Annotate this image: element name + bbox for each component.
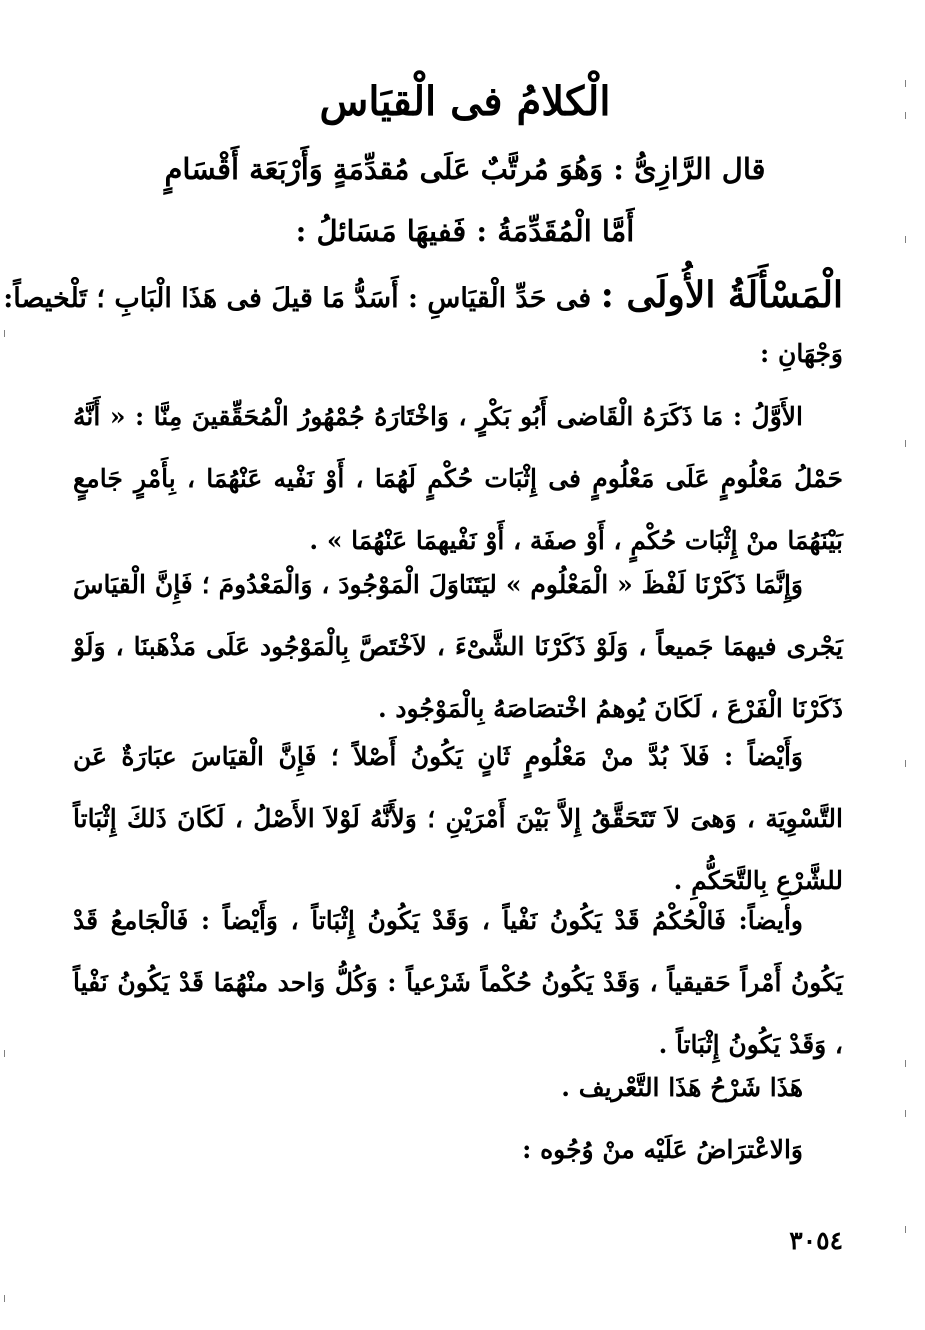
paragraph-known-term: وَإِنَّمَا ذَكَرْنَا لَفْظَ « الْمَعْلُوم » ليَتَنَاوَلَ الْمَوْجُودَ ، وَالْمَعْدُومَ ؛ فَإِنَّ الْقيَاسَ يَجْرى فيهمَا جَميعاً ، وَلَوْ ذَكَرْنَا الشَّىْءَ ، لاَخْتَصَّ بِالْمَوْجُود عَلَى مَذْهَبنَا ، وَلَوْ ذَكَرْنَا الْفَرْعَ ، لَكَانَ يُوهمُ اخْتصَاصَهُ بِالْمَوْجُود . (73, 570, 843, 723)
closing-explanation: هَذَا شَرْحُ هَذَا التَّعْريف . (561, 1073, 803, 1102)
paragraph-ruling: وأيضاً: فَالْحُكْمُ قَدْ يَكُونُ نَفْياً ، وَقَدْ يَكُونُ إِثْبَاتاً ، وَأَيْضاً : فَالْجَامعُ قَدْ يَكُونُ أَمْراً حَقيقياً ، وَقَدْ يَكُونُ حُكْماً شَرْعياً : وَكُلُّ وَاحد منْهُمَا قَدْ يَكُونُ نَفْياً ، وَقَدْ يَكُونُ إِثْبَاتاً . (73, 906, 843, 1059)
subtitle-introduction: أَمَّا الْمُقَدِّمَةُ : فَفيهَا مَسَائلُ : (295, 214, 635, 248)
subtitle-razi: قال الرَّازِىُّ : وَهُوَ مُرتَّبٌ عَلَى مُقدِّمَةٍ وَأَرْبَعَة أَقْسَامٍ (164, 152, 766, 186)
closing-objection: وَالاعْترَاضُ عَلَيْه منْ وُجُوه : (522, 1135, 803, 1164)
page-title: الْكلامُ فى الْقيَاس (319, 78, 611, 125)
issue-heading-line (3, 272, 843, 319)
left-scan-edge (4, 0, 14, 1330)
issue-continuation: وَجْهَانِ : (760, 339, 843, 368)
paragraph-first-definition: الأَوَّلُ : مَا ذَكَرَهُ الْقَاضى أَبُو بَكْرٍ ، وَاخْتَارَهُ جُمْهُورُ الْمُحَقِّقينَ مِنَّا : « أَنَّهُ حَمْلُ مَعْلُومٍ عَلَى مَعْلُومٍ فى إِثْبَات حُكْمٍ لَهُمَا ، أَوْ نَفْيه عَنْهُمَا ، بِأَمْرٍ جَامعٍ بَيْنَهُمَا منْ إِثْبَات حُكْمٍ ، أَوْ صفَة ، أَوْ نَفْيهمَا عَنْهُمَا » . (73, 402, 843, 555)
paragraph-second-known: وَأَيْضاً : فَلاَ بُدَّ منْ مَعْلُومٍ ثَانٍ يَكُونُ أَصْلاً ؛ فَإِنَّ الْقيَاسَ عبَارَةٌ عَن التَّسْوِيَة ، وَهىَ لاَ تَتَحَقَّقُ إِلاَّ بَيْنَ أَمْرَيْنِ ؛ وَلأَنَّهُ لَوْلاَ الأَصْلُ ، لَكَانَ ذَلكَ إِثْبَاتاً للشَّرْعِ بِالتَّحَكُّمِ . (73, 742, 843, 895)
issue-text: فى حَدِّ الْقيَاسِ : أَسَدُّ مَا قيلَ فى هَذَا الْبَابِ ؛ تَلْخيصاً: (3, 283, 601, 314)
page-number: ٣٠٥٤ (789, 1226, 843, 1255)
issue-heading: الْمَسْأَلَةُ الأُولَى : (600, 274, 843, 316)
right-scan-edge (905, 0, 915, 1330)
